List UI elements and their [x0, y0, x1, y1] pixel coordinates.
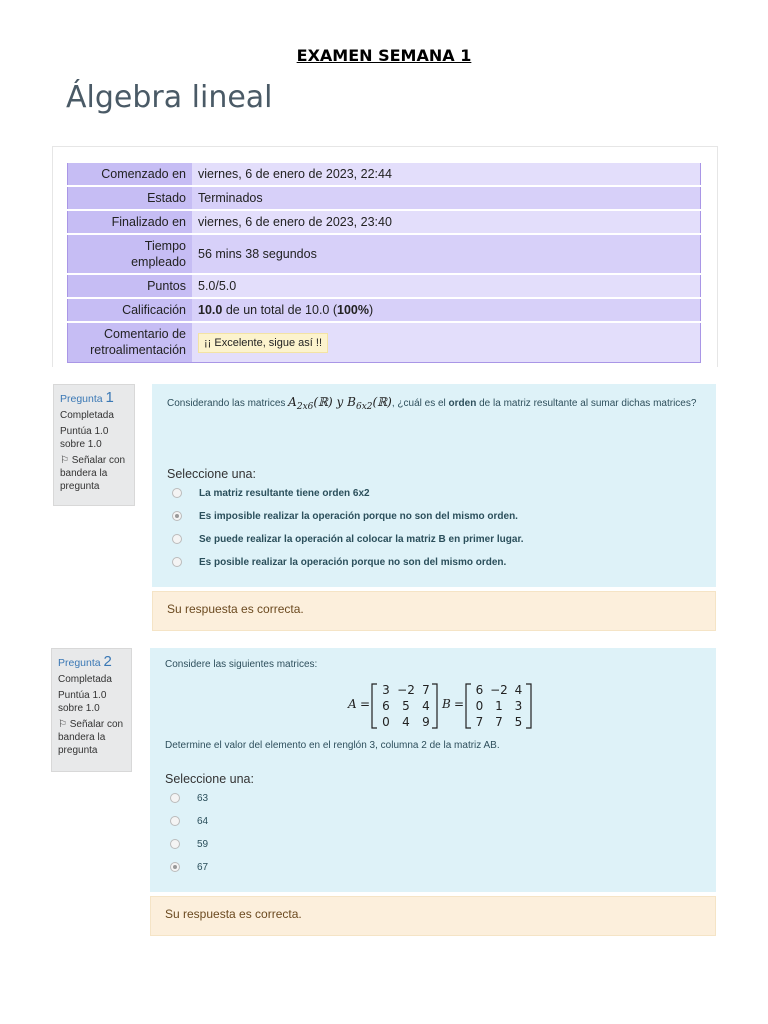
- summary-value: [192, 322, 701, 362]
- question-2-intro: Considere las siguientes matrices:: [165, 659, 318, 670]
- q1-and: y: [332, 395, 348, 409]
- summary-row-feedback: [68, 322, 701, 362]
- matrix-b: [470, 682, 528, 730]
- summary-key-text: Tiempo empleado: [131, 239, 186, 269]
- question-1-content: [152, 384, 716, 587]
- matrix-b-cell: 0: [475, 699, 484, 713]
- radio-button-selected[interactable]: [172, 511, 182, 521]
- question-number: 2: [103, 653, 112, 670]
- real-symbol: (ℝ): [313, 395, 333, 409]
- matrix-b-right-bracket: [525, 683, 533, 729]
- real-symbol: (ℝ): [372, 395, 392, 409]
- question-2-content: [150, 648, 716, 892]
- answer-option[interactable]: [170, 839, 208, 850]
- matrix-b-cell: 6: [475, 683, 484, 697]
- radio-button[interactable]: [170, 793, 180, 803]
- question-2-feedback: Su respuesta es correcta.: [150, 896, 716, 936]
- summary-row-finished: [68, 210, 701, 234]
- summary-key: [68, 234, 193, 274]
- feedback-badge: ¡¡ Excelente, sigue así !!: [198, 333, 328, 353]
- summary-key: [68, 322, 193, 362]
- question-number: 1: [105, 389, 114, 406]
- summary-row-started: [68, 162, 701, 186]
- summary-row-points: [68, 274, 701, 298]
- select-label: Seleccione una:: [165, 772, 254, 786]
- summary-value: viernes, 6 de enero de 2023, 23:40: [192, 210, 701, 234]
- radio-button[interactable]: [170, 816, 180, 826]
- equals-sign: =: [360, 697, 371, 711]
- answer-option[interactable]: [170, 816, 208, 827]
- flag-icon: ⚐: [58, 719, 67, 730]
- question-1-number: [60, 391, 128, 406]
- answer-option-label: 63: [197, 793, 209, 804]
- flag-question-link[interactable]: [60, 454, 128, 493]
- grade-percent: 100%: [337, 303, 369, 317]
- equals-sign: =: [454, 697, 465, 711]
- answer-option[interactable]: [170, 793, 208, 804]
- summary-value: 5.0/5.0: [192, 274, 701, 298]
- grade-mid: de un total de 10.0 (: [222, 303, 338, 317]
- matrix-a-cell: −2: [397, 683, 415, 697]
- summary-key: Puntos: [68, 274, 193, 298]
- question-2-info: [51, 648, 132, 772]
- question-1-text: [167, 393, 707, 416]
- question-2-text: Determine el valor del elemento en el renglón 3, columna 2 de la matriz AB.: [165, 740, 500, 751]
- summary-row-grade: [68, 298, 701, 322]
- flag-label: Señalar con bandera la pregunta: [60, 455, 126, 492]
- matrix-a-right-bracket: [431, 683, 439, 729]
- matrix-b-size: 6x2: [355, 402, 373, 412]
- grade-value: 10.0: [198, 303, 223, 317]
- question-score: Puntúa 1.0 sobre 1.0: [60, 426, 109, 450]
- answer-option-label: Es imposible realizar la operación porque no son del mismo orden.: [199, 511, 518, 522]
- summary-key-text: Comentario de retroalimentación: [90, 327, 186, 358]
- summary-value: Terminados: [192, 186, 701, 210]
- matrix-a: [376, 682, 436, 730]
- question-label: Pregunta: [60, 393, 103, 405]
- matrix-a-cell: 6: [382, 699, 390, 713]
- matrix-a-cell: 3: [382, 683, 390, 697]
- q1-text-pre: Considerando las matrices: [167, 398, 289, 409]
- matrix-b-label: B: [442, 697, 451, 711]
- answer-option-label: La matriz resultante tiene orden 6x2: [199, 488, 370, 499]
- matrix-b-symbol: B: [347, 395, 356, 409]
- question-status: Completada: [58, 674, 112, 685]
- summary-row-state: [68, 186, 701, 210]
- answer-option[interactable]: [172, 534, 524, 545]
- q1-text-post1: , ¿cuál es el: [391, 398, 449, 409]
- answer-option[interactable]: [172, 511, 518, 522]
- radio-button[interactable]: [170, 839, 180, 849]
- answer-option-label: 67: [197, 862, 209, 873]
- matrix-a-cell: 0: [382, 715, 390, 729]
- answer-option-label: Es posible realizar la operación porque no son del mismo orden.: [199, 557, 507, 568]
- answer-option-label: 64: [197, 816, 209, 827]
- answer-option[interactable]: [172, 488, 370, 499]
- summary-key: Estado: [68, 186, 193, 210]
- quiz-summary-table: [67, 161, 701, 363]
- flag-icon: ⚐: [60, 455, 69, 466]
- course-title: Álgebra lineal: [66, 80, 273, 115]
- matrix-b-cell: 7: [475, 715, 484, 729]
- summary-key: Comenzado en: [68, 162, 193, 186]
- summary-row-time: [68, 234, 701, 274]
- matrix-a-cell: 7: [422, 683, 430, 697]
- document-title: EXAMEN SEMANA 1: [296, 46, 472, 65]
- matrix-b-cell: 3: [514, 699, 523, 713]
- answer-option[interactable]: [172, 557, 506, 568]
- answer-option-label: Se puede realizar la operación al colocar la matriz B en primer lugar.: [199, 534, 524, 545]
- flag-question-link[interactable]: [58, 718, 125, 757]
- flag-label: Señalar con bandera la pregunta: [58, 719, 124, 756]
- radio-button[interactable]: [172, 557, 182, 567]
- matrix-b-cell: 7: [495, 715, 503, 729]
- summary-value: viernes, 6 de enero de 2023, 22:44: [192, 162, 701, 186]
- matrix-a-size: 2x6: [296, 402, 314, 412]
- question-2-number: [58, 655, 125, 670]
- question-score: Puntúa 1.0 sobre 1.0: [58, 690, 107, 714]
- summary-key: Calificación: [68, 298, 193, 322]
- matrix-a-cell: 4: [402, 715, 410, 729]
- radio-button[interactable]: [172, 534, 182, 544]
- summary-value: [192, 298, 701, 322]
- matrix-a-cell: 4: [422, 699, 430, 713]
- summary-value: 56 mins 38 segundos: [192, 234, 701, 274]
- summary-key: Finalizado en: [68, 210, 193, 234]
- matrix-a-label: A: [348, 697, 357, 711]
- answer-option-label: 59: [197, 839, 209, 850]
- matrix-b-cell: 1: [495, 699, 503, 713]
- matrix-a-symbol: A: [288, 395, 297, 409]
- grade-end: ): [369, 303, 374, 317]
- radio-button-selected[interactable]: [170, 862, 180, 872]
- matrix-b-cell: 4: [514, 683, 523, 697]
- radio-button[interactable]: [172, 488, 182, 498]
- question-1-feedback: Su respuesta es correcta.: [152, 591, 716, 631]
- select-label: Seleccione una:: [167, 467, 256, 481]
- answer-option[interactable]: [170, 862, 208, 873]
- matrix-b-cell: −2: [490, 683, 508, 697]
- q1-text-bold: orden: [448, 398, 477, 409]
- question-status: Completada: [60, 410, 114, 421]
- matrix-a-cell: 9: [422, 715, 430, 729]
- question-label: Pregunta: [58, 657, 101, 669]
- q1-text-post2: de la matriz resultante al sumar dichas matrices?: [476, 398, 697, 409]
- matrix-a-cell: 5: [402, 699, 410, 713]
- question-1-info: [53, 384, 135, 506]
- matrix-b-cell: 5: [514, 715, 523, 729]
- matrix-equation: [348, 680, 528, 730]
